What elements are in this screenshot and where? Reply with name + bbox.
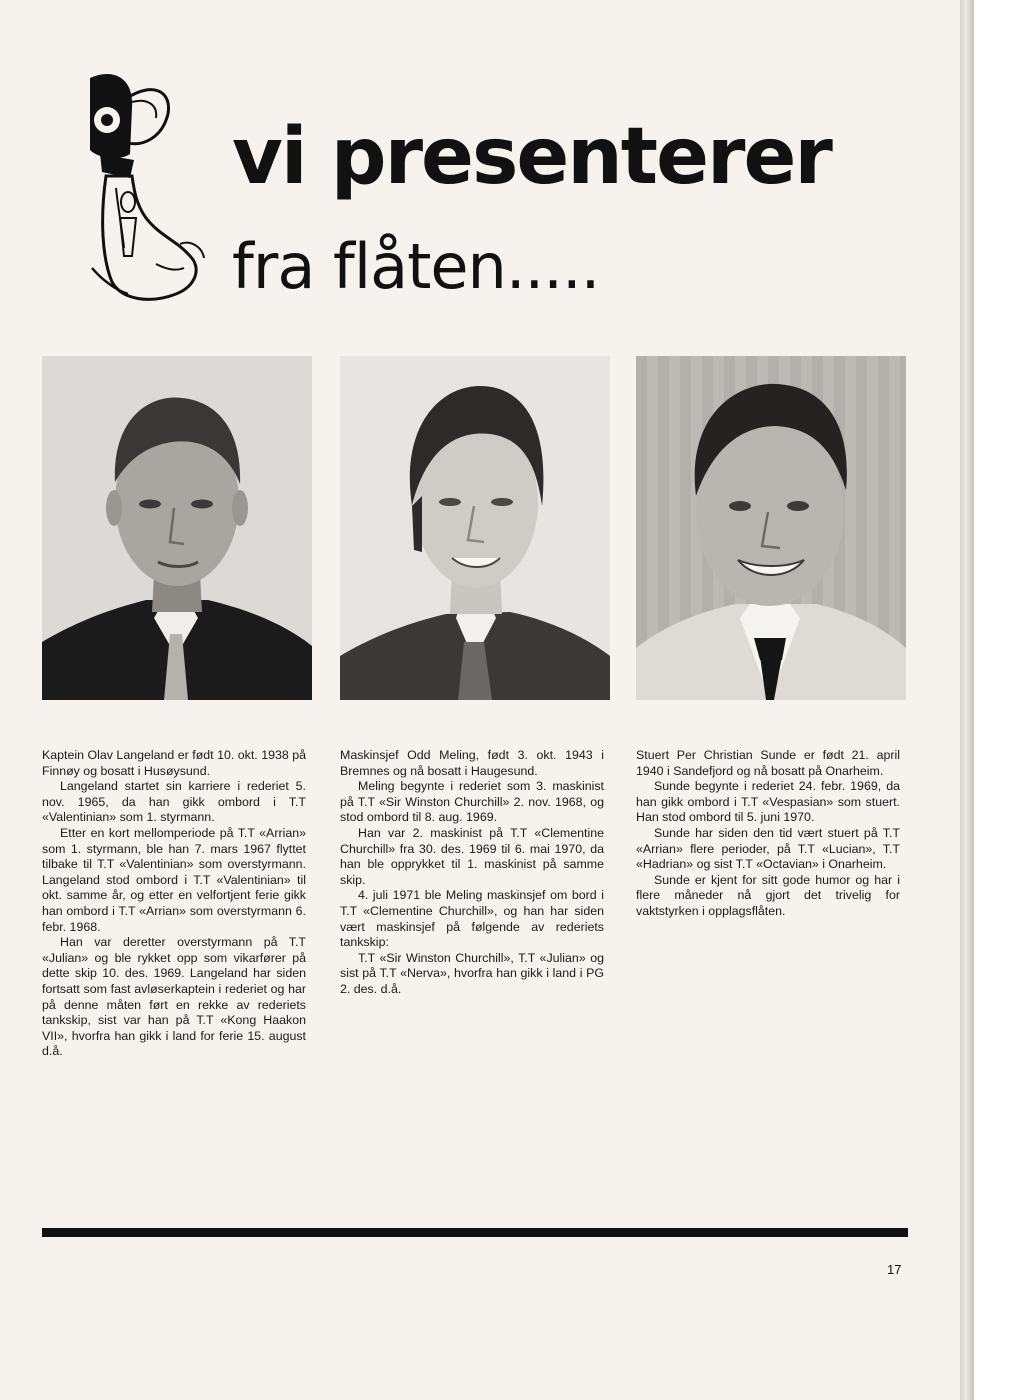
bio-paragraph: Han var deretter overstyrmann på T.T «Julian» og ble rykket opp som vikarfører på dette skip 10. des. 1969. Langeland har siden fortsatt som fast avløserkaptein i rederiet og har på denne måten ført en rekke av rederiets tankskip, sist var han på T.T «Kong Haakon VII», hvorfra han gikk i land for ferie 15. august d.å.	[42, 935, 306, 1059]
bio-paragraph: Meling begynte i rederiet som 3. maskinist på T.T «Sir Winston Churchill» 2. nov. 1968, og stod ombord til 8. aug. 1969.	[340, 779, 604, 825]
bio-paragraph: Langeland startet sin karriere i rederiet 5. nov. 1965, da han gikk ombord i T.T «Valentinian» som 1. styrmann.	[42, 779, 306, 825]
page-subtitle: fra flåten.....	[232, 230, 600, 303]
hand-holding-figure-logo	[72, 68, 222, 308]
footer-divider-rule	[42, 1228, 908, 1237]
bio-column-sunde	[636, 748, 900, 920]
page-number: 17	[887, 1262, 902, 1277]
bio-paragraph: Stuert Per Christian Sunde er født 21. april 1940 i Sandefjord og nå bosatt på Onarheim.	[636, 748, 900, 778]
page-title: vi presenterer	[232, 112, 831, 202]
bio-paragraph: Han var 2. maskinist på T.T «Clementine Churchill» fra 30. des. 1969 til 6. mai 1970, da han ble opprykket til 1. maskinist på samme skip.	[340, 825, 604, 887]
bio-column-meling	[340, 748, 604, 998]
bio-paragraph: Maskinsjef Odd Meling, født 3. okt. 1943 i Bremnes og nå bosatt i Haugesund.	[340, 748, 604, 778]
portrait-photo-odd-meling	[340, 356, 610, 700]
bio-paragraph: Etter en kort mellomperiode på T.T «Arrian» som 1. styrmann, ble han 7. mars 1967 flyttet tilbake til T.T «Valentinian» som overstyrmann. Langeland stod ombord i T.T «Valentinian» til okt. samme år, og etter en velfortjent ferie gikk han ombord i T.T «Arrian» som overstyrmann 6. febr. 1968.	[42, 825, 306, 934]
bio-paragraph: Sunde er kjent for sitt gode humor og har i flere måneder nå gjort det trivelig for vaktstyrken i opplagsflåten.	[636, 872, 900, 918]
bio-paragraph: Sunde har siden den tid vært stuert på T.T «Arrian» flere perioder, på T.T «Lucian», T.T «Hadrian» og sist T.T «Octavian» i Onarheim.	[636, 825, 900, 872]
page-edge-shadow	[960, 0, 974, 1400]
bio-column-langeland	[42, 748, 306, 1060]
bio-paragraph: Kaptein Olav Langeland er født 10. okt. 1938 på Finnøy og bosatt i Husøysund.	[42, 748, 306, 778]
bio-paragraph: 4. juli 1971 ble Meling maskinsjef om bord i T.T «Clementine Churchill», og han har siden vært maskinsjef på følgende av rederiets tankskip:	[340, 888, 604, 950]
portrait-photo-olav-langeland	[42, 356, 312, 700]
bio-paragraph: T.T «Sir Winston Churchill», T.T «Julian» og sist på T.T «Nerva», hvorfra han gikk i land i PG 2. des. d.å.	[340, 950, 604, 996]
bio-paragraph: Sunde begynte i rederiet 24. febr. 1969, da han gikk ombord i T.T «Vespasian» som stuert. Han stod ombord til 5. juni 1970.	[636, 779, 900, 825]
portrait-photo-per-christian-sunde	[636, 356, 906, 700]
